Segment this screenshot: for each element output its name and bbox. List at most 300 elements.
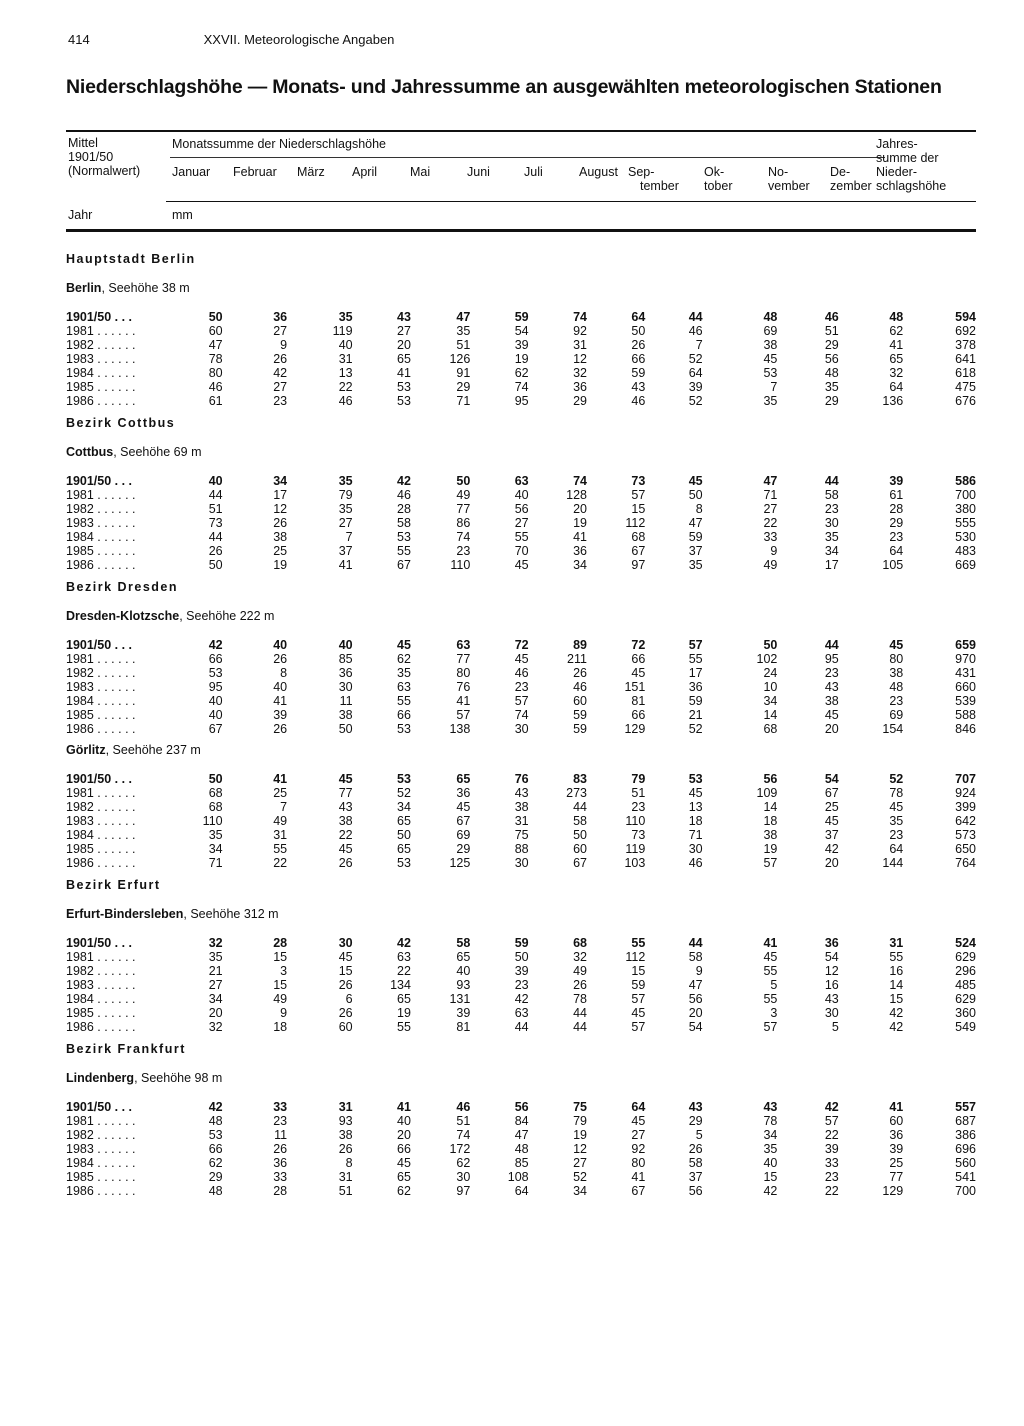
value-cell: 30 [338, 936, 353, 950]
station-elevation: , Seehöhe 312 m [183, 907, 279, 921]
value-cell: 65 [397, 352, 411, 366]
value-cell: 138 [449, 722, 471, 736]
station-name: Lindenberg [66, 1071, 135, 1085]
year-cell: 1984 . . . . . . [66, 366, 136, 380]
value-cell: 37 [338, 544, 353, 558]
value-cell: 33 [763, 530, 778, 544]
value-cell: 40 [208, 708, 223, 722]
year-cell: 1986 . . . . . . [66, 856, 136, 870]
year-cell: 1985 . . . . . . [66, 1170, 136, 1184]
value-cell: 45 [514, 558, 529, 572]
month-header: Ok- tober [704, 165, 733, 193]
year-cell: 1986 . . . . . . [66, 1184, 136, 1198]
value-cell: 43 [631, 380, 646, 394]
value-cell: 134 [390, 978, 411, 992]
value-cell: 46 [573, 680, 587, 694]
year-cell: 1981 . . . . . . [66, 652, 136, 666]
value-cell: 23 [889, 694, 904, 708]
value-cell: 35 [208, 950, 223, 964]
annual-cell: 530 [955, 530, 976, 544]
value-cell: 41 [456, 694, 471, 708]
value-cell: 93 [338, 1114, 353, 1128]
value-cell: 44 [573, 1020, 587, 1034]
value-cell: 30 [338, 680, 353, 694]
value-cell: 64 [631, 1100, 646, 1114]
station-elevation: , Seehöhe 222 m [179, 609, 275, 623]
value-cell: 22 [824, 1184, 839, 1198]
value-cell: 108 [507, 1170, 529, 1184]
value-cell: 46 [688, 856, 703, 870]
value-cell: 7 [345, 530, 353, 544]
value-cell: 55 [273, 842, 288, 856]
header-top-rule [66, 130, 976, 132]
value-cell: 55 [397, 1020, 411, 1034]
value-cell: 36 [456, 786, 471, 800]
value-cell: 20 [397, 338, 411, 352]
value-cell: 9 [280, 1006, 288, 1020]
value-cell: 39 [456, 1006, 471, 1020]
value-cell: 57 [763, 856, 778, 870]
value-cell: 51 [824, 324, 839, 338]
value-cell: 36 [573, 380, 587, 394]
value-cell: 35 [763, 1142, 778, 1156]
year-cell: 1982 . . . . . . [66, 338, 136, 352]
value-cell: 19 [763, 842, 778, 856]
month-header: April [352, 165, 378, 179]
value-cell: 66 [397, 1142, 411, 1156]
station-row [66, 274, 976, 302]
value-cell: 29 [889, 516, 904, 530]
station-name: Görlitz [66, 743, 106, 757]
value-cell: 20 [208, 1006, 223, 1020]
annual-cell: 296 [955, 964, 976, 978]
value-cell: 45 [338, 772, 353, 786]
value-cell: 39 [273, 708, 288, 722]
annual-cell: 541 [955, 1170, 976, 1184]
value-cell: 19 [573, 516, 587, 530]
value-cell: 78 [889, 786, 904, 800]
value-cell: 9 [280, 338, 288, 352]
annual-cell: 700 [955, 1184, 976, 1198]
value-cell: 15 [273, 978, 288, 992]
value-cell: 76 [456, 680, 471, 694]
normal-row [66, 1100, 976, 1114]
table-row [66, 324, 976, 338]
value-cell: 33 [273, 1100, 288, 1114]
table-row [66, 558, 976, 572]
annual-cell: 399 [955, 800, 976, 814]
value-cell: 26 [273, 352, 288, 366]
value-cell: 57 [631, 1020, 646, 1034]
value-cell: 38 [763, 828, 778, 842]
value-cell: 74 [573, 474, 587, 488]
annual-cell: 588 [955, 708, 976, 722]
value-cell: 46 [631, 394, 646, 408]
year-cell: 1983 . . . . . . [66, 516, 136, 530]
value-cell: 63 [514, 474, 529, 488]
value-cell: 23 [273, 394, 288, 408]
value-cell: 45 [889, 800, 904, 814]
value-cell: 44 [688, 936, 703, 950]
value-cell: 81 [456, 1020, 471, 1034]
value-cell: 5 [770, 978, 778, 992]
value-cell: 79 [338, 488, 353, 502]
value-cell: 59 [514, 310, 529, 324]
value-cell: 18 [273, 1020, 288, 1034]
table-row [66, 516, 976, 530]
value-cell: 48 [889, 680, 904, 694]
value-cell: 48 [763, 310, 778, 324]
annual-cell: 692 [955, 324, 976, 338]
value-cell: 8 [345, 1156, 353, 1170]
value-cell: 16 [889, 964, 904, 978]
value-cell: 119 [625, 842, 646, 856]
value-cell: 74 [573, 310, 587, 324]
annual-cell: 586 [955, 474, 976, 488]
value-cell: 59 [573, 708, 587, 722]
value-cell: 26 [208, 544, 223, 558]
value-cell: 59 [688, 694, 703, 708]
value-cell: 69 [889, 708, 904, 722]
value-cell: 56 [514, 1100, 529, 1114]
value-cell: 36 [573, 544, 587, 558]
value-cell: 20 [824, 856, 839, 870]
value-cell: 55 [631, 936, 646, 950]
value-cell: 50 [397, 828, 411, 842]
value-cell: 48 [824, 366, 839, 380]
value-cell: 23 [824, 1170, 839, 1184]
value-cell: 129 [624, 722, 646, 736]
annual-cell: 360 [955, 1006, 976, 1020]
value-cell: 48 [208, 1184, 223, 1198]
value-cell: 34 [208, 992, 223, 1006]
value-cell: 45 [763, 950, 778, 964]
value-cell: 55 [889, 950, 904, 964]
value-cell: 66 [208, 1142, 223, 1156]
annual-cell: 650 [955, 842, 976, 856]
region-name: Bezirk Frankfurt [66, 1042, 186, 1056]
value-cell: 53 [208, 666, 223, 680]
value-cell: 45 [631, 666, 646, 680]
table-title: Niederschlagshöhe — Monats- und Jahressumme an ausgewählten meteorologischen Stationen [66, 76, 942, 98]
annual-cell: 555 [955, 516, 976, 530]
year-cell: 1982 . . . . . . [66, 1128, 136, 1142]
value-cell: 23 [514, 680, 529, 694]
month-header: Juni [467, 165, 490, 179]
value-cell: 35 [338, 310, 353, 324]
value-cell: 7 [695, 338, 703, 352]
year-cell: 1986 . . . . . . [66, 722, 136, 736]
value-cell: 60 [889, 1114, 904, 1128]
value-cell: 53 [397, 530, 411, 544]
value-cell: 45 [338, 842, 353, 856]
value-cell: 110 [202, 814, 223, 828]
value-cell: 49 [273, 814, 288, 828]
value-cell: 56 [514, 502, 529, 516]
value-cell: 12 [273, 502, 288, 516]
value-cell: 17 [273, 488, 288, 502]
value-cell: 14 [889, 978, 904, 992]
value-cell: 37 [688, 1170, 703, 1184]
value-cell: 64 [514, 1184, 529, 1198]
value-cell: 80 [456, 666, 471, 680]
value-cell: 75 [514, 828, 529, 842]
value-cell: 86 [456, 516, 471, 530]
month-header: Sep- tember [628, 165, 679, 193]
value-cell: 59 [688, 530, 703, 544]
annual-cell: 524 [955, 936, 976, 950]
value-cell: 47 [763, 474, 778, 488]
value-cell: 35 [338, 474, 353, 488]
value-cell: 35 [456, 324, 471, 338]
value-cell: 42 [824, 1100, 839, 1114]
station-name: Cottbus [66, 445, 114, 459]
value-cell: 44 [688, 310, 703, 324]
station-row [66, 736, 976, 764]
value-cell: 95 [514, 394, 529, 408]
station-elevation: , Seehöhe 38 m [101, 281, 190, 295]
value-cell: 42 [208, 1100, 223, 1114]
annual-cell: 549 [955, 1020, 976, 1034]
value-cell: 47 [514, 1128, 529, 1142]
value-cell: 38 [338, 708, 353, 722]
value-cell: 30 [514, 722, 529, 736]
region-row [66, 244, 976, 274]
value-cell: 23 [456, 544, 471, 558]
annual-cell: 483 [955, 544, 976, 558]
value-cell: 36 [273, 1156, 288, 1170]
value-cell: 50 [573, 828, 587, 842]
annual-cell: 696 [955, 1142, 976, 1156]
value-cell: 30 [514, 856, 529, 870]
annual-header [876, 137, 946, 193]
value-cell: 8 [280, 666, 288, 680]
value-cell: 60 [573, 842, 587, 856]
value-cell: 46 [514, 666, 529, 680]
value-cell: 23 [631, 800, 646, 814]
value-cell: 26 [273, 652, 288, 666]
value-cell: 23 [824, 666, 839, 680]
value-cell: 54 [514, 324, 529, 338]
value-cell: 26 [273, 1142, 288, 1156]
value-cell: 30 [824, 516, 839, 530]
value-cell: 50 [208, 558, 223, 572]
table-row [66, 1156, 976, 1170]
value-cell: 62 [456, 1156, 471, 1170]
value-cell: 78 [573, 992, 587, 1006]
value-cell: 27 [208, 978, 223, 992]
value-cell: 46 [688, 324, 703, 338]
value-cell: 18 [763, 814, 778, 828]
value-cell: 16 [824, 978, 839, 992]
value-cell: 20 [824, 722, 839, 736]
value-cell: 38 [824, 694, 839, 708]
value-cell: 51 [631, 786, 646, 800]
value-cell: 73 [631, 474, 646, 488]
value-cell: 64 [889, 544, 904, 558]
value-cell: 53 [397, 380, 411, 394]
value-cell: 65 [456, 772, 471, 786]
value-cell: 73 [208, 516, 223, 530]
annual-cell: 431 [955, 666, 976, 680]
value-cell: 53 [397, 394, 411, 408]
value-cell: 32 [208, 1020, 223, 1034]
value-cell: 67 [208, 722, 223, 736]
month-header: Juli [524, 165, 543, 179]
value-cell: 32 [889, 366, 904, 380]
value-cell: 67 [456, 814, 471, 828]
value-cell: 40 [208, 474, 223, 488]
value-cell: 32 [208, 936, 223, 950]
value-cell: 74 [456, 530, 471, 544]
value-cell: 45 [631, 1006, 646, 1020]
value-cell: 39 [889, 474, 904, 488]
table-row [66, 338, 976, 352]
value-cell: 28 [273, 936, 288, 950]
value-cell: 71 [688, 828, 703, 842]
normal-row [66, 936, 976, 950]
value-cell: 14 [763, 800, 778, 814]
value-cell: 51 [338, 1184, 353, 1198]
value-cell: 57 [631, 488, 646, 502]
value-cell: 32 [573, 366, 587, 380]
value-cell: 45 [889, 638, 904, 652]
value-cell: 42 [763, 1184, 778, 1198]
value-cell: 29 [456, 380, 471, 394]
value-cell: 26 [338, 1006, 353, 1020]
value-cell: 56 [824, 352, 839, 366]
value-cell: 21 [208, 964, 223, 978]
value-cell: 36 [688, 680, 703, 694]
page-header [68, 32, 394, 47]
value-cell: 31 [338, 352, 353, 366]
value-cell: 22 [824, 1128, 839, 1142]
value-cell: 22 [338, 828, 353, 842]
table-row [66, 1184, 976, 1198]
table-row [66, 722, 976, 736]
value-cell: 48 [514, 1142, 529, 1156]
value-cell: 67 [631, 544, 646, 558]
station-row [66, 438, 976, 466]
value-cell: 15 [338, 964, 353, 978]
value-cell: 12 [573, 1142, 587, 1156]
value-cell: 35 [397, 666, 411, 680]
value-cell: 29 [573, 394, 587, 408]
value-cell: 34 [208, 842, 223, 856]
value-cell: 19 [273, 558, 288, 572]
value-cell: 67 [397, 558, 411, 572]
table-row [66, 530, 976, 544]
annual-cell: 700 [955, 488, 976, 502]
value-cell: 53 [397, 856, 411, 870]
value-cell: 42 [514, 992, 529, 1006]
value-cell: 78 [763, 1114, 778, 1128]
value-cell: 35 [208, 828, 223, 842]
value-cell: 55 [397, 544, 411, 558]
value-cell: 51 [208, 502, 223, 516]
value-cell: 77 [456, 502, 471, 516]
month-header: Januar [172, 165, 211, 179]
value-cell: 58 [397, 516, 411, 530]
value-cell: 48 [208, 1114, 223, 1128]
chapter-title: XXVII. Meteorologische Angaben [203, 32, 395, 47]
table-row [66, 694, 976, 708]
value-cell: 45 [514, 652, 529, 666]
value-cell: 34 [763, 694, 778, 708]
value-cell: 55 [397, 694, 411, 708]
table-row [66, 978, 976, 992]
year-cell: 1984 . . . . . . [66, 694, 136, 708]
value-cell: 18 [688, 814, 703, 828]
table-row [66, 1142, 976, 1156]
value-cell: 45 [763, 352, 778, 366]
value-cell: 58 [824, 488, 839, 502]
value-cell: 61 [208, 394, 223, 408]
year-cell: 1901/50 . . . [66, 474, 133, 488]
value-cell: 40 [763, 1156, 778, 1170]
value-cell: 53 [397, 722, 411, 736]
value-cell: 43 [763, 1100, 778, 1114]
annual-cell: 660 [955, 680, 976, 694]
station-row [66, 1064, 976, 1092]
value-cell: 80 [889, 652, 904, 666]
value-cell: 42 [889, 1020, 904, 1034]
value-cell: 65 [397, 842, 411, 856]
value-cell: 50 [763, 638, 778, 652]
value-cell: 69 [763, 324, 778, 338]
value-cell: 7 [280, 800, 288, 814]
value-cell: 39 [824, 1142, 839, 1156]
value-cell: 3 [280, 964, 288, 978]
value-cell: 36 [338, 666, 353, 680]
value-cell: 62 [514, 366, 529, 380]
value-cell: 89 [573, 638, 587, 652]
value-cell: 50 [514, 950, 529, 964]
value-cell: 37 [688, 544, 703, 558]
value-cell: 55 [763, 992, 778, 1006]
value-cell: 23 [824, 502, 839, 516]
table-row [66, 800, 976, 814]
value-cell: 105 [882, 558, 904, 572]
value-cell: 66 [631, 708, 646, 722]
value-cell: 68 [573, 936, 587, 950]
value-cell: 40 [338, 338, 353, 352]
value-cell: 19 [573, 1128, 587, 1142]
value-cell: 26 [688, 1142, 703, 1156]
value-cell: 65 [397, 814, 411, 828]
value-cell: 52 [688, 722, 703, 736]
value-cell: 55 [763, 964, 778, 978]
year-cell: 1985 . . . . . . [66, 544, 136, 558]
value-cell: 59 [631, 978, 646, 992]
table-row [66, 814, 976, 828]
value-cell: 62 [397, 652, 411, 666]
value-cell: 71 [208, 856, 223, 870]
region-row [66, 408, 976, 438]
value-cell: 3 [770, 1006, 778, 1020]
value-cell: 109 [756, 786, 778, 800]
value-cell: 35 [688, 558, 703, 572]
value-cell: 45 [688, 474, 703, 488]
value-cell: 41 [763, 936, 778, 950]
normal-row [66, 310, 976, 324]
value-cell: 77 [456, 652, 471, 666]
value-cell: 57 [514, 694, 529, 708]
table-row [66, 1114, 976, 1128]
value-cell: 40 [208, 694, 223, 708]
normal-row [66, 474, 976, 488]
value-cell: 39 [688, 380, 703, 394]
